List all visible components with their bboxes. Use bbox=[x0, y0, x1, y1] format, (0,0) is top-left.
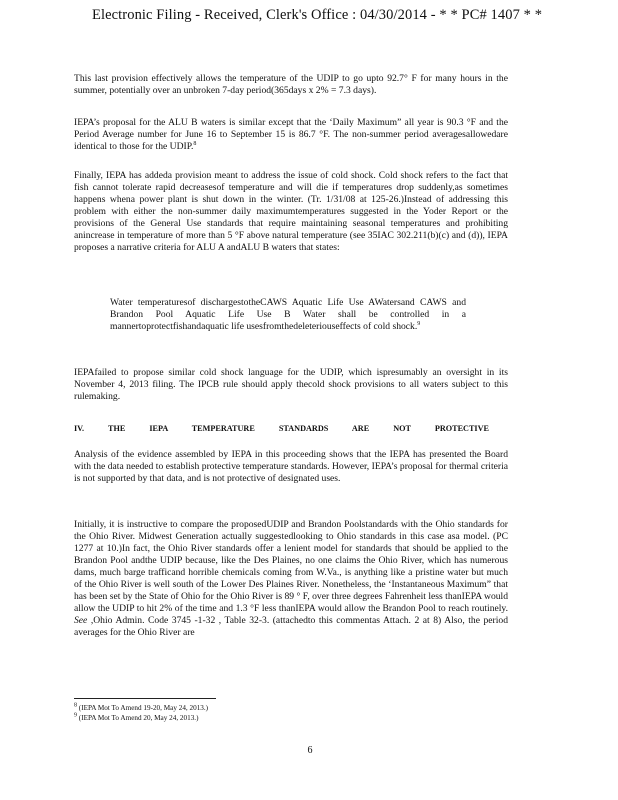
paragraph-ohio-comparison bbox=[74, 519, 508, 639]
paragraph-text bbox=[74, 519, 508, 639]
paragraph-text: Analysis of the evidence assembled by IEPA in this proceeding shows that the IEPA has presented the Board with the data needed to establish protective temperature standards. However, IEPA’s proposal for thermal criteria is not supported by that data, and is not protective of designated uses. bbox=[74, 449, 508, 484]
paragraph-cold-shock bbox=[74, 170, 508, 254]
paragraph-text-body: Initially, it is instructive to compare the proposedUDIP and Brandon Poolstandards with the Ohio standards for the Ohio River. Midwest Generation actually suggestedlooking to Ohio standards in this case asa model. (PC 1277 at 10.)In fact, the Ohio River standards offer a lenient model for standards that should be applied to the Brandon Pool andthe UDIP because, like the Des Plaines, no one claims the Ohio River, which has numerous dams, much barge trafficand horrible chemicals coming from W.Va., is anything like a pristine water but much of the Ohio River is well south of the Lower Des Plaines River. Nonetheless, the ‘Instantaneous Maximum” that has been set by the State of Ohio for the Ohio River is 89 ° F, over three degrees Fahrenheit less thanIEPA would allow the UDIP to hit 2% of the time and 1.3 °F less thanIEPA would allow the Brandon Pool to reach routinely. bbox=[74, 519, 508, 614]
footnote-8 bbox=[74, 703, 374, 713]
paragraph-text: IEPAfailed to propose similar cold shock language for the UDIP, which ispresumably an oversight in its November 4, 2013 filing. The IPCB rule should apply thecold shock provisions to all waters subject to this rulemaking. bbox=[74, 367, 508, 402]
footnotes bbox=[74, 703, 374, 723]
quote-text: Water temperaturesof dischargestotheCAWS Aquatic Life Use AWatersand CAWS and Brandon Pool Aquatic Life Use B Water shall be controlled in a mannertoprotectfishandaquatic life usesfromthedeleteriouseffects of cold shock. bbox=[110, 297, 466, 332]
footnote-9 bbox=[74, 713, 374, 723]
paragraph-analysis bbox=[74, 449, 508, 485]
footnote-divider bbox=[74, 698, 216, 699]
paragraph-text: This last provision effectively allows the temperature of the UDIP to go upto 92.7° F for many hours in the summer, potentially over an unbroken 7-day period(365days x 2% = 7.3 days). bbox=[74, 73, 508, 96]
citation-signal: See bbox=[74, 615, 88, 626]
section-heading: IV. THE IEPA TEMPERATURE STANDARDS ARE NOT PROTECTIVE bbox=[74, 424, 489, 433]
filing-stamp-header: Electronic Filing - Received, Clerk's Office : 04/30/2014 - * * PC# 1407 * * bbox=[92, 7, 543, 23]
paragraph-text-cont: ,Ohio Admin. Code 3745 -1-32 , Table 32-3. (attachedto this commentas Attach. 2 at 8) Also, the period averages for the Ohio River are bbox=[74, 615, 508, 638]
footnote-mark: 8 bbox=[74, 702, 77, 709]
footnote-text: (IEPA Mot To Amend 19-20, May 24, 2013.) bbox=[78, 704, 209, 712]
paragraph-udip-provision bbox=[74, 73, 508, 97]
page-number: 6 bbox=[307, 745, 313, 756]
block-quote-cold-shock bbox=[110, 297, 466, 333]
footnote-ref-8: 8 bbox=[193, 140, 197, 147]
paragraph-udip-oversight bbox=[74, 367, 508, 403]
footnote-text: (IEPA Mot To Amend 20, May 24, 2013.) bbox=[78, 714, 199, 722]
footnote-mark: 9 bbox=[74, 712, 77, 719]
paragraph-text: Finally, IEPA has addeda provision meant to address the issue of cold shock. Cold shock refers to the fact that fish cannot tolerate rapid decreasesof temperature and will die if temperatures drop suddenly,as sometimes happens whena power plant is shut down in the winter. (Tr. 1/31/08 at 125-26.)Instead of addressing this problem with either the non-summer daily maximumtemperatures suggested in the Yoder Report or the provisions of the General Use standards that require maintaining seasonal temperatures and prohibiting anincrease in temperature of more than 5 °F above natural temperature (see 35IAC 302.211(b)(c) and (d)), IEPA proposes a narrative criteria for ALU A andALU B waters that states: bbox=[74, 170, 508, 253]
paragraph-alu-b-proposal bbox=[74, 117, 508, 153]
paragraph-text bbox=[74, 117, 508, 153]
footnote-ref-9: 9 bbox=[417, 320, 421, 327]
paragraph-text-body: IEPA’s proposal for the ALU B waters is similar except that the ‘Daily Maximum” all year is 90.3 °F and the Period Average number for June 16 to September 15 is 86.7 °F. The non-summer period averagesallowedare identical to those for the UDIP. bbox=[74, 117, 508, 152]
